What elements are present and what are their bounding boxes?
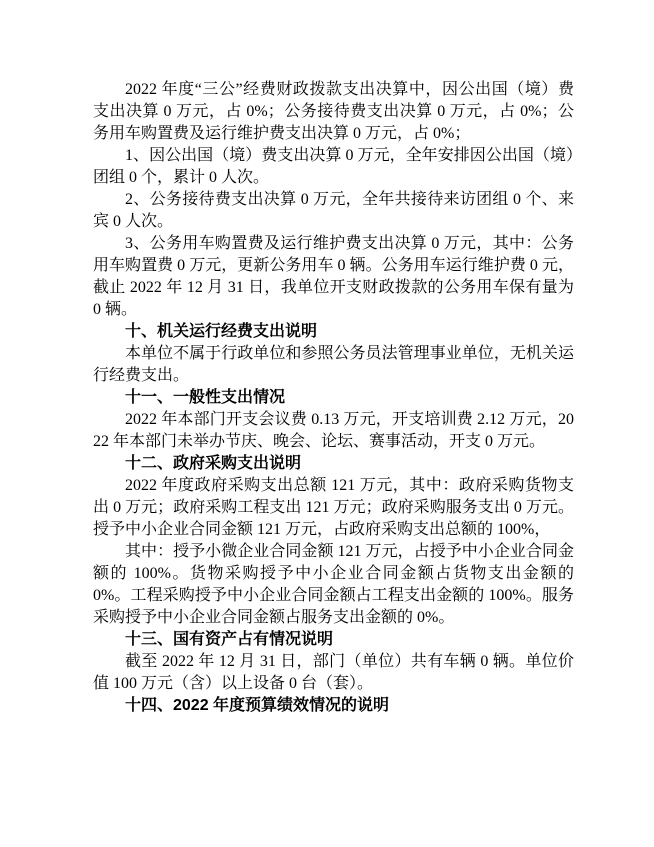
paragraph-agency-operation: 本单位不属于行政单位和参照公务员法管理事业单位，无机关运行经费支出。 — [93, 345, 574, 384]
paragraph-procurement-small-enterprise: 其中：授予小微企业合同金额 121 万元，占授予中小企业合同金额的 100%。货物采购授予中小企业合同金额占货物支出金额的 0%。工程采购授予中小企业合同金额占工程支出金额的 100%。服务采购授予中小企业合同金额占服务支出金额的 0%。 — [93, 543, 574, 626]
heading-section-fourteen-performance: 十四、2022 年度预算绩效情况的说明 — [125, 697, 390, 714]
heading-section-ten-agency-operation: 十、机关运行经费支出说明 — [125, 323, 318, 340]
heading-section-twelve-procurement: 十二、政府采购支出说明 — [125, 455, 302, 472]
paragraph-procurement-total: 2022 年度政府采购支出总额 121 万元，其中：政府采购货物支出 0 万元；政府采购工程支出 121 万元；政府采购服务支出 0 万元。授予中小企业合同金额 121 万元，占政府采购支出总额的 100%， — [93, 477, 574, 538]
paragraph-abroad-expense: 1、因公出国（境）费支出决算 0 万元，全年安排因公出国（境）团组 0 个，累计 0 人次。 — [93, 147, 574, 186]
paragraph-general-expense: 2022 年本部门开支会议费 0.13 万元，开支培训费 2.12 万元，2022 年本部门未举办节庆、晚会、论坛、赛事活动，开支 0 万元。 — [93, 411, 574, 450]
paragraph-official-reception: 2、公务接待费支出决算 0 万元，全年共接待来访团组 0 个、来宾 0 人次。 — [93, 191, 574, 230]
paragraph-three-public-summary: 2022 年度“三公”经费财政拨款支出决算中，因公出国（境）费支出决算 0 万元，占 0%；公务接待费支出决算 0 万元，占 0%；公务用车购置费及运行维护费支出决算 0 万元，占 0%； — [93, 81, 574, 142]
paragraph-state-assets: 截至 2022 年 12 月 31 日，部门（单位）共有车辆 0 辆。单位价值 100 万元（含）以上设备 0 台（套）。 — [93, 653, 574, 692]
heading-section-eleven-general-expense: 十一、一般性支出情况 — [125, 389, 286, 406]
paragraph-vehicle-expense: 3、公务用车购置费及运行维护费支出决算 0 万元，其中：公务用车购置费 0 万元，更新公务用车 0 辆。公务用车运行维护费 0 元，截止 2022 年 12 月 31 日，我单位开支财政拨款的公务用车保有量为 0 辆。 — [93, 235, 574, 318]
heading-section-thirteen-state-assets: 十三、国有资产占有情况说明 — [125, 631, 334, 648]
document-body — [93, 79, 574, 717]
